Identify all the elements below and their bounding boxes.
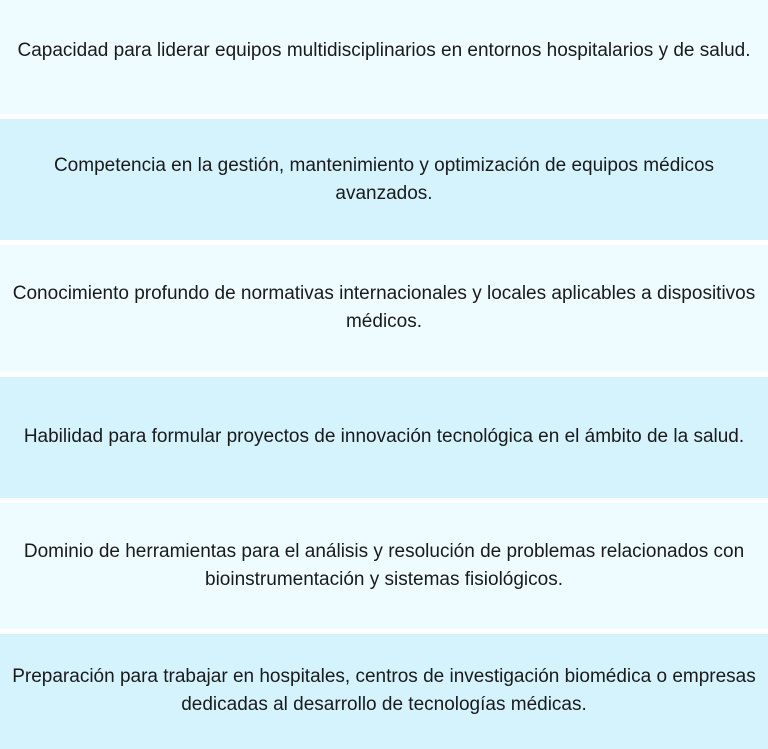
competency-item-innovation-projects xyxy=(0,377,768,498)
competency-text: Competencia en la gestión, mantenimiento y optimización de equipos médicos avanzados. xyxy=(53,154,715,204)
competency-item-equipment-management xyxy=(0,119,768,240)
competency-text: Habilidad para formular proyectos de innovación tecnológica en el ámbito de la salud. xyxy=(23,426,745,448)
competency-item-regulations xyxy=(0,245,768,371)
competency-text: Dominio de herramientas para el análisis y resolución de problemas relacionados con bioinstrumentación y sistemas fisiológicos. xyxy=(23,540,745,590)
competency-text: Preparación para trabajar en hospitales, centros de investigación biomédica o empresas dedicadas al desarrollo de tecnologías médicas. xyxy=(12,666,756,716)
competency-text: Capacidad para liderar equipos multidisciplinarios en entornos hospitalarios y de salud. xyxy=(17,40,751,62)
competency-item-work-preparation xyxy=(0,634,768,749)
competency-text: Conocimiento profundo de normativas internacionales y locales aplicables a dispositivos médicos. xyxy=(12,283,756,333)
competency-item-analysis-tools xyxy=(0,503,768,629)
competency-item-leadership xyxy=(0,0,768,114)
